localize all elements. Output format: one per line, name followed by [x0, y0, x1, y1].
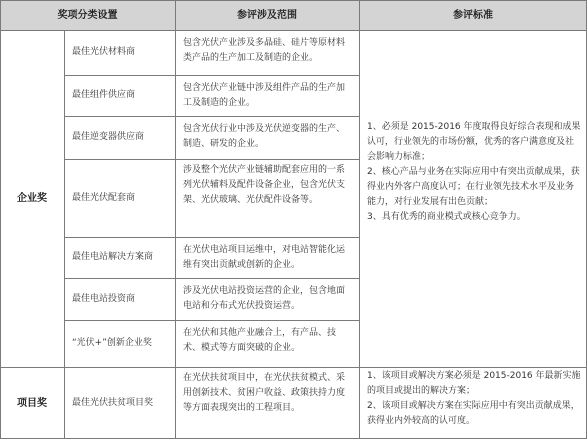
table-rule: [64, 30, 65, 439]
table-rule: [64, 320, 359, 321]
award-scope: 包含光伏产业链中涉及组件产品的生产加工及制造的企业。: [183, 83, 346, 108]
award-scope: 包含光伏产业涉及多晶硅、硅片等原材料类产品的生产加工及制造的企业。: [183, 38, 346, 63]
award-name: 最佳电站投资商: [72, 293, 136, 304]
table-rule: [0, 30, 587, 31]
award-scope: 涉及整个光伏产业链辅助配套应用的一系列光伏辅料及配件设备企业，包含光伏支架、光伏玻璃、光伏配件设备等。: [183, 165, 346, 205]
table-rule: [64, 75, 359, 76]
award-scope: 在光伏扶贫项目中，在光伏扶贫模式、采用创新技术、贫困户收益、政策扶持力度等方面表现突出的工程项目。: [183, 373, 346, 413]
category-project: 项目奖: [17, 397, 47, 409]
project-criteria: 1、该项目或解决方案必须是 2015-2016 年最新实施的项目或提出的解决方案； 2、该项目或解决方案在实际应用中有突出贡献成果，获得业内外较高的认可度。: [367, 371, 581, 426]
enterprise-criteria: 1、必须是 2015-2016 年度取得良好综合表现和成果认可，行业领先的市场份额，优秀的客户满意度及社会影响力标准； 2、核心产品与业务在实际应用中有突出贡献成果，获得业内外客户高度认可；在行业领先技术水平及业务能力，对行业发展有出色贡献； 3、具有优秀的商业模式或核心竞争力。: [367, 122, 581, 222]
table-rule: [175, 0, 176, 439]
table-rule: [64, 278, 359, 279]
award-scope: 涉及光伏电站投资运营的企业，包含地面电站和分布式光伏投资运营。: [183, 286, 346, 311]
table-rule: [0, 0, 1, 439]
award-name: 最佳光伏配套商: [72, 192, 136, 203]
award-name: 最佳光伏扶贫项目奖: [72, 397, 154, 408]
award-scope: 在光伏电站项目运维中，对电站智能化运维有突出贡献或创新的企业。: [183, 245, 346, 270]
award-name: 最佳电站解决方案商: [72, 252, 154, 262]
table-rule: [64, 116, 359, 117]
award-name: 最佳逆变器供应商: [72, 132, 145, 142]
category-enterprise: 企业奖: [17, 193, 47, 204]
award-scope: 包含光伏行业中涉及光伏逆变器的生产、制造、研发的企业。: [183, 124, 346, 149]
table-rule: [359, 0, 360, 439]
award-scope: 在光伏和其他产业融合上，有产品、技术、模式等方面突破的企业。: [183, 328, 337, 353]
award-name: 最佳组件供应商: [72, 90, 136, 100]
header-col-category: 奖项分类设置: [0, 0, 175, 30]
award-name: 最佳光伏材料商: [72, 47, 136, 57]
table-rule: [64, 159, 359, 160]
header-col-scope: 参评涉及范围: [175, 0, 359, 30]
table-rule: [0, 0, 587, 1]
table-rule: [64, 237, 359, 238]
table-rule: [0, 367, 587, 368]
award-name: “光伏+”创新企业奖: [72, 338, 152, 348]
header-col-criteria: 参评标准: [359, 0, 587, 30]
